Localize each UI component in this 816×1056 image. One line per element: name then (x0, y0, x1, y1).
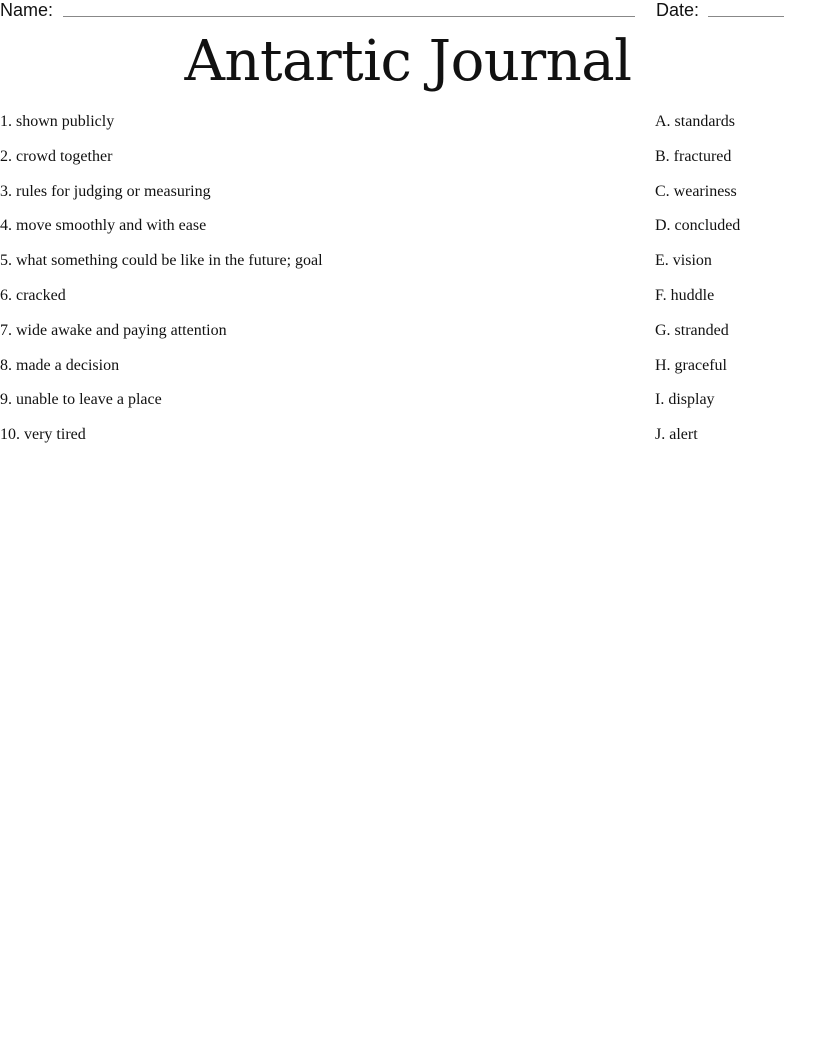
clue-item: 6. cracked (0, 286, 66, 304)
clue-item: 3. rules for judging or measuring (0, 182, 211, 200)
answer-item: E. vision (655, 252, 712, 270)
name-label: Name: (0, 0, 54, 20)
clue-item: 1. shown publicly (0, 113, 115, 130)
page-title: Antartic Journal (184, 29, 632, 94)
answer-list (655, 112, 815, 460)
clue-item: 7. wide awake and paying attention (0, 321, 227, 339)
date-blank-line[interactable] (708, 16, 784, 17)
name-blank-line[interactable] (63, 16, 635, 17)
clue-item: 8. made a decision (0, 356, 120, 374)
clue-list (0, 112, 640, 460)
answer-item: B. fractured (655, 147, 732, 165)
clue-item: 4. move smoothly and with ease (0, 217, 207, 235)
clue-item: 5. what something could be like in the future; goal (0, 252, 323, 270)
clue-item: 10. very tired (0, 426, 86, 444)
clue-item: 9. unable to leave a place (0, 391, 162, 409)
answer-item: J. alert (655, 426, 698, 444)
date-label: Date: (656, 0, 700, 20)
answer-item: C. weariness (655, 182, 737, 200)
clue-item: 2. crowd together (0, 147, 113, 165)
answer-item: A. standards (655, 113, 735, 130)
answer-item: H. graceful (655, 356, 727, 374)
answer-item: I. display (655, 391, 715, 409)
answer-item: F. huddle (655, 286, 715, 304)
header (0, 0, 816, 22)
answer-item: D. concluded (655, 217, 741, 235)
answer-item: G. stranded (655, 321, 729, 339)
